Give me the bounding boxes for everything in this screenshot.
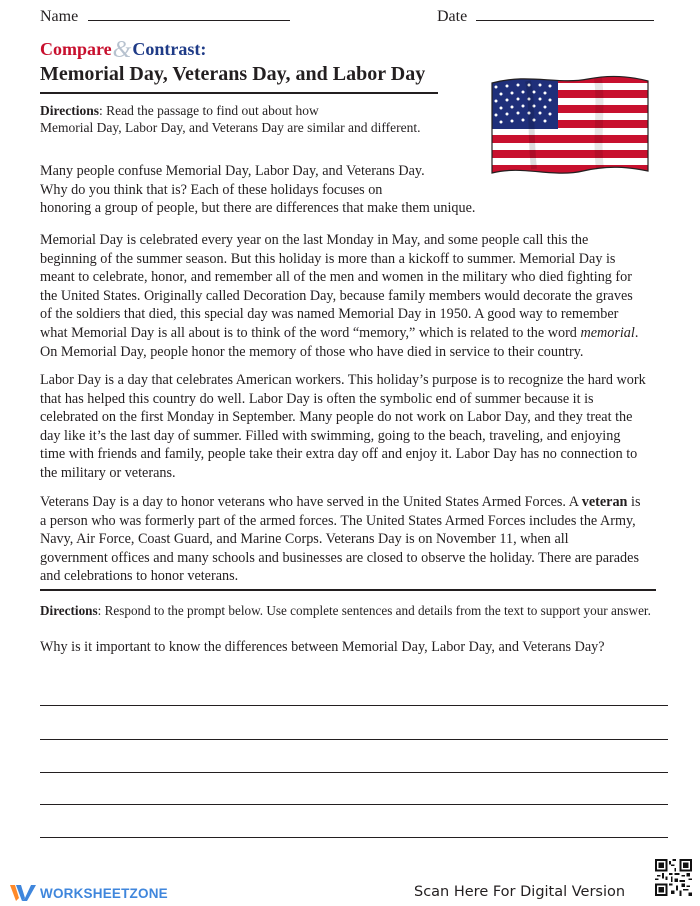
text-line: of the soldiers that died, this special day was named Memorial Day in 1950. A good way to remember — [40, 306, 619, 323]
logo-text: WORKSHEETZONE — [40, 885, 168, 901]
text-line: the military or veterans. — [40, 464, 176, 481]
date-blank[interactable] — [476, 6, 654, 21]
directions-text: : Respond to the prompt below. Use complete sentences and details from the text to support your answer. — [97, 603, 651, 618]
name-field[interactable] — [40, 6, 290, 26]
answer-line[interactable] — [40, 804, 668, 805]
directions-text: : Read the passage to find out about how — [99, 103, 319, 118]
answer-line[interactable] — [40, 837, 668, 838]
date-label: Date — [437, 8, 468, 25]
text-line: Memorial Day is celebrated every year on the last Monday in May, and some people call this the — [40, 232, 589, 248]
title-contrast: Contrast: — [132, 39, 207, 59]
directions-text-2: Memorial Day, Labor Day, and Veterans Day are similar and different. — [40, 120, 421, 135]
directions-label: Directions — [40, 603, 98, 618]
text-line: day like it’s the last day of summer. Filled with swimming, going to the beach, traveling, and enjoying — [40, 427, 621, 444]
directions-intro — [40, 102, 470, 136]
text-line: meant to celebrate, honor, and remember all of the men and women in the military who died fighting for — [40, 269, 632, 286]
text-segment: Veterans Day is a day to honor veterans who have served in the United States Armed Forces. A — [40, 494, 582, 510]
text-line: beginning of the summer season. But this holiday is more than a kickoff to summer. Memorial Day is — [40, 250, 616, 267]
text-line: celebrated on the first Monday in September. Many people do not work on Labor Day, and they treat the — [40, 409, 633, 426]
text-line: On Memorial Day, people honor the memory of those who have died in service to their country. — [40, 343, 584, 360]
directions-label: Directions — [40, 103, 99, 118]
text-line: Labor Day is a day that celebrates American workers. This holiday’s purpose is to recognize the hard work — [40, 372, 646, 388]
title-compare-contrast — [40, 37, 206, 64]
page-title: Memorial Day, Veterans Day, and Labor Day — [40, 63, 426, 85]
date-field[interactable] — [437, 6, 654, 26]
text-line: honoring a group of people, but there are differences that make them unique. — [40, 200, 476, 217]
text-line: government offices and many schools and businesses are closed to observe the holiday. There are parades — [40, 549, 639, 566]
text-segment: . — [634, 324, 639, 341]
text-segment: what Memorial Day is all about is to think of the word “memory,” which is related to the word — [40, 324, 581, 341]
name-label: Name — [40, 8, 79, 25]
text-line: that has helped this country do well. Labor Day is often the symbolic end of summer because it is — [40, 390, 594, 407]
answer-line[interactable] — [40, 739, 668, 740]
text-segment: is — [627, 494, 641, 510]
title-compare: Compare — [40, 39, 112, 59]
text-line — [40, 324, 664, 343]
text-line: Why do you think that is? Each of these holidays focuses on — [40, 181, 383, 198]
answer-line[interactable] — [40, 772, 668, 773]
text-line — [40, 493, 664, 512]
paragraph-veterans-day — [40, 493, 664, 586]
text-line: the United States. Originally called Decoration Day, because family members would decorate the graves — [40, 287, 633, 304]
text-line: time with friends and family, people take their extra day off and enjoy it. Labor Day has no connection to — [40, 446, 638, 463]
title-ampersand: & — [112, 37, 132, 63]
section-divider — [40, 589, 656, 591]
text-line: Navy, Air Force, Coast Guard, and Marine Corps. Veterans Day is on November 11, when all — [40, 531, 569, 548]
text-line: a person who was formerly part of the armed forces. The United States Armed Forces includes the Army, — [40, 512, 636, 529]
prompt-question: Why is it important to know the differences between Memorial Day, Labor Day, and Veterans Day? — [40, 639, 605, 655]
paragraph-intro — [40, 162, 664, 218]
name-blank[interactable] — [88, 6, 290, 21]
paragraph-labor-day — [40, 371, 664, 483]
paragraph-memorial-day — [40, 231, 664, 361]
text-line: Many people confuse Memorial Day, Labor Day, and Veterans Day. — [40, 163, 425, 179]
worksheetzone-logo[interactable] — [10, 882, 168, 904]
answer-line[interactable] — [40, 705, 668, 706]
title-divider — [40, 92, 438, 94]
worksheetzone-logo-icon — [10, 883, 36, 903]
scan-text: Scan Here For Digital Version — [414, 884, 626, 900]
italic-word: memorial — [580, 324, 635, 341]
bold-word: veteran — [581, 494, 628, 510]
directions-prompt — [40, 603, 651, 619]
text-line: and celebrations to honor veterans. — [40, 568, 239, 585]
qr-code-icon[interactable] — [655, 859, 692, 896]
